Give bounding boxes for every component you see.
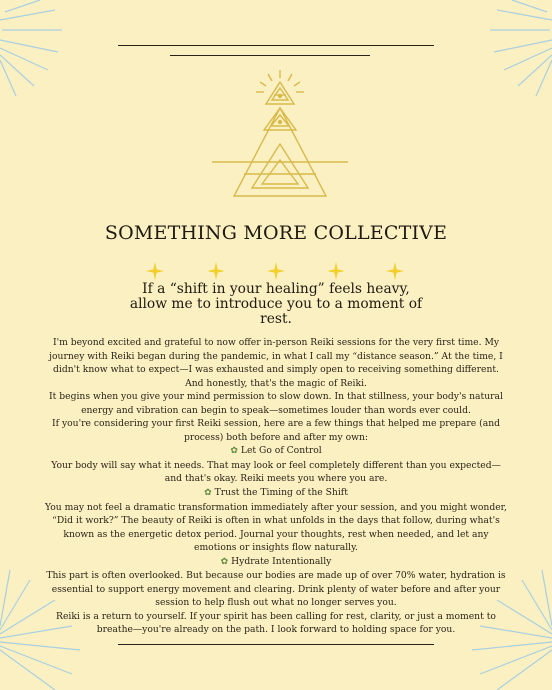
page-title: SOMETHING MORE COLLECTIVE <box>104 222 448 244</box>
tip-paragraph: You may not feel a dramatic transformation immediately after your session, and you might wonder, “Did it work?” The beauty of Reiki is often in what unfolds in the days that follow, during what's known as the energetic detox period. Journal your thoughts, rest when needed, and let any emotions or insights flow naturally. <box>45 501 507 554</box>
considering-paragraph: If you're considering your first Reiki session, here are a few things that helped me prepare (and process) both before and after my own: <box>52 418 500 443</box>
sparkle-star-row <box>146 262 408 280</box>
sunburst-top-right-decoration <box>462 0 552 100</box>
tip-heading <box>44 555 508 570</box>
sunburst-top-left-decoration <box>0 0 90 100</box>
tip-heading-label: Hydrate Intentionally <box>231 555 332 567</box>
stillness-paragraph: It begins when you give your mind permission to slow down. In that stillness, your body's natural energy and vibration can begin to speak—sometimes louder than words ever could. <box>49 391 503 416</box>
body-text <box>44 336 508 637</box>
bottom-divider-line <box>118 644 434 645</box>
sparkle-star-icon <box>386 262 404 280</box>
leaf-icon: ✿ <box>204 488 212 499</box>
tip-heading <box>44 444 508 459</box>
sparkle-star-icon <box>267 262 285 280</box>
tip-heading <box>44 486 508 501</box>
sparkle-star-icon <box>207 262 225 280</box>
tip-paragraph: Your body will say what it needs. That may look or feel completely different than you expected—and that's okay. Reiki meets you where you are. <box>51 459 501 485</box>
tip-paragraph: This part is often overlooked. But because our bodies are made up of over 70% water, hydration is essential to support energy movement and clearing. Drink plenty of water before and after your session to help flush out what no longer serves you. <box>46 570 506 609</box>
leaf-icon: ✿ <box>230 446 238 457</box>
subtitle: If a “shift in your healing” feels heavy, allow me to introduce you to a moment of rest. <box>129 281 423 327</box>
triangle-eye-logo-icon <box>208 68 352 198</box>
leaf-icon: ✿ <box>220 556 229 567</box>
magic-paragraph: And honestly, that's the magic of Reiki. <box>185 377 367 389</box>
top-divider-line-short <box>170 55 370 56</box>
top-divider-line <box>118 45 434 46</box>
tip-heading-label: Let Go of Control <box>240 445 322 457</box>
intro-paragraph: I'm beyond excited and grateful to now offer in-person Reiki sessions for the very first time. My journey with Reiki began during the pandemic, in what I call my “distance season.” At the time, I didn't know what to expect—I was exhausted and simply open to receiving something different. <box>49 337 503 376</box>
tip-heading-label: Trust the Timing of the Shift <box>214 487 348 499</box>
sparkle-star-icon <box>146 262 164 280</box>
closing-paragraph: Reiki is a return to yourself. If your spirit has been calling for rest, clarity, or just a moment to breathe—you're already on the path. I look forward to holding space for you. <box>56 610 496 636</box>
sparkle-star-icon <box>327 262 345 280</box>
